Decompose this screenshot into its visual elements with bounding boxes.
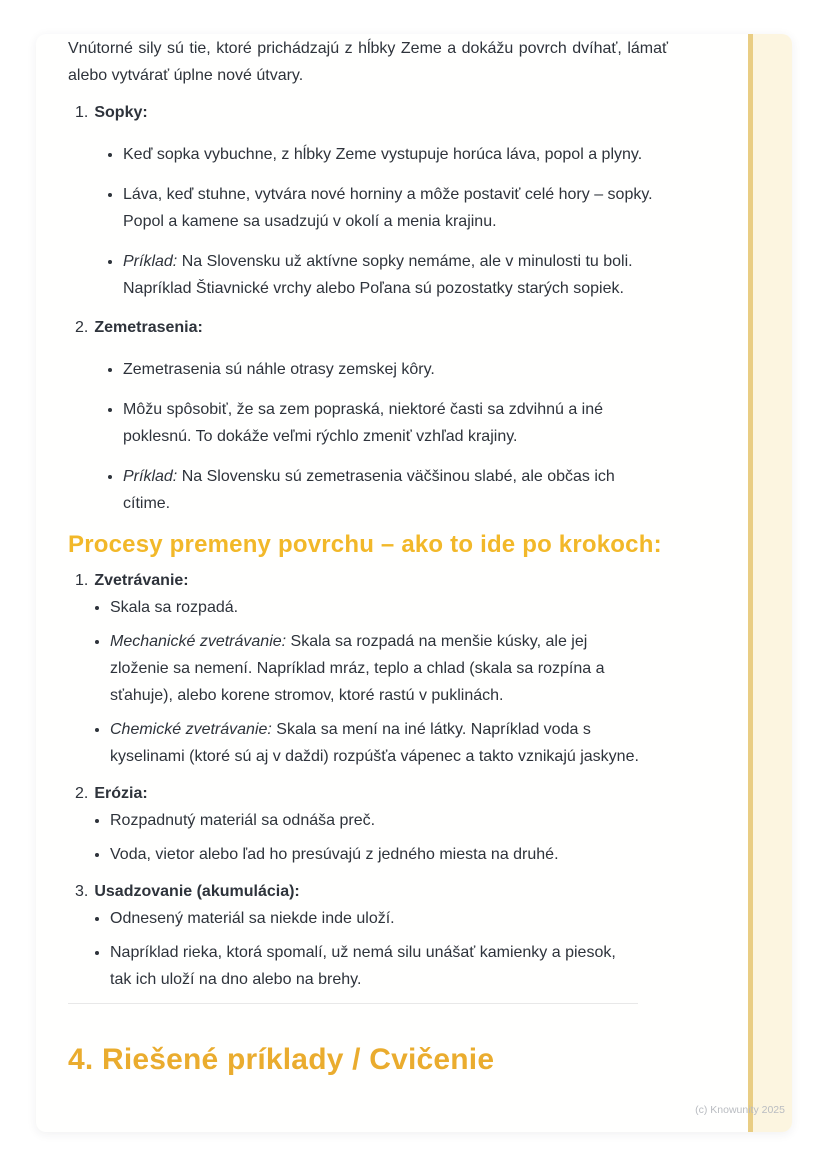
process-item-usadzovanie <box>68 878 668 993</box>
bullet-item <box>123 181 653 235</box>
bullet-text: Odnesený materiál sa niekde inde uloží. <box>110 910 395 927</box>
item-title: Zemetrasenia: <box>94 319 203 336</box>
knowunity-watermark: (c) Knowunity 2025 <box>695 1104 785 1116</box>
bullet-item <box>110 905 640 932</box>
bullet-list <box>68 141 668 302</box>
list-item-heading <box>68 99 668 126</box>
bullet-text: Láva, keď stuhne, vytvára nové horniny a môže postaviť celé hory – sopky. Popol a kamene sa usadzujú v okolí a menia krajinu. <box>123 186 653 230</box>
bullet-list <box>68 594 668 770</box>
bullet-text: Rozpadnutý materiál sa odnáša preč. <box>110 812 376 829</box>
internal-forces-list <box>68 99 668 517</box>
item-number: 3. <box>75 883 89 900</box>
bullet-item <box>110 939 640 993</box>
bullet-text: Skala sa rozpadá. <box>110 599 239 616</box>
process-item-zvetravanie <box>68 567 668 770</box>
item-title: Sopky: <box>94 104 148 121</box>
list-item-heading <box>68 878 668 905</box>
item-title: Usadzovanie (akumulácia): <box>94 883 300 900</box>
bullet-item <box>110 841 640 868</box>
item-title: Zvetrávanie: <box>94 572 189 589</box>
bullet-item <box>110 594 640 621</box>
bullet-item <box>110 628 640 709</box>
document-page <box>36 34 792 1132</box>
bullet-text: Zemetrasenia sú náhle otrasy zemskej kôry. <box>123 361 435 378</box>
item-number: 1. <box>75 572 89 589</box>
section-divider <box>68 1003 638 1004</box>
list-item-heading <box>68 567 668 594</box>
page-edge-band <box>753 34 792 1132</box>
bullet-text: Môžu spôsobiť, že sa zem popraská, niektoré časti sa zdvihnú a iné poklesnú. To dokáže veľmi rýchlo zmeniť vzhľad krajiny. <box>123 401 604 445</box>
force-item-sopky <box>68 99 668 302</box>
bullet-text: Na Slovensku sú zemetrasenia väčšinou slabé, ale občas ich cítime. <box>123 468 615 512</box>
item-number: 1. <box>75 104 89 121</box>
bullet-item <box>110 716 640 770</box>
bullet-lead: Príklad: <box>123 468 178 485</box>
process-item-erozia <box>68 780 668 868</box>
bullet-lead: Chemické zvetrávanie: <box>110 721 272 738</box>
bullet-text: Napríklad rieka, ktorá spomalí, už nemá silu unášať kamienky a piesok, tak ich uloží na dno alebo na brehy. <box>110 944 616 988</box>
list-item-heading <box>68 780 668 807</box>
item-title: Erózia: <box>94 785 148 802</box>
bullet-text: Skala sa rozpadá na menšie kúsky, ale jej zloženie sa nemení. Napríklad mráz, teplo a chlad (skala sa rozpína a sťahuje), alebo korene stromov, ktoré rastú v puklinách. <box>110 633 605 704</box>
bullet-item <box>123 248 653 302</box>
bullet-list <box>68 356 668 517</box>
bullet-text: Skala sa mení na iné látky. Napríklad voda s kyselinami (ktoré sú aj v daždi) rozpúšťa vápenec a takto vznikajú jaskyne. <box>110 721 639 765</box>
bullet-item <box>123 396 653 450</box>
bullet-list <box>68 807 668 868</box>
surface-process-list <box>68 567 668 993</box>
document-content <box>68 35 668 1079</box>
bullet-text: Keď sopka vybuchne, z hĺbky Zeme vystupuje horúca láva, popol a plyny. <box>123 146 643 163</box>
bullet-item <box>123 141 653 168</box>
exercises-section-heading: 4. Riešené príklady / Cvičenie <box>68 1043 495 1076</box>
bullet-text: Voda, vietor alebo ľad ho presúvajú z jedného miesta na druhé. <box>110 846 559 863</box>
list-item-heading <box>68 314 668 341</box>
bullet-list <box>68 905 668 993</box>
process-section-heading: Procesy premeny povrchu – ako to ide po krokoch: <box>68 531 662 558</box>
bullet-item <box>123 356 653 383</box>
bullet-lead: Mechanické zvetrávanie: <box>110 633 287 650</box>
bullet-lead: Príklad: <box>123 253 178 270</box>
item-number: 2. <box>75 319 89 336</box>
bullet-item <box>123 463 653 517</box>
intro-paragraph: Vnútorné sily sú tie, ktoré prichádzajú z hĺbky Zeme a dokážu povrch dvíhať, lámať alebo vytvárať úplne nové útvary. <box>68 40 668 84</box>
bullet-text: Na Slovensku už aktívne sopky nemáme, ale v minulosti tu boli. Napríklad Štiavnické vrchy alebo Poľana sú pozostatky starých sopiek. <box>123 253 633 297</box>
bullet-item <box>110 807 640 834</box>
force-item-zemetrasenia <box>68 314 668 517</box>
item-number: 2. <box>75 785 89 802</box>
